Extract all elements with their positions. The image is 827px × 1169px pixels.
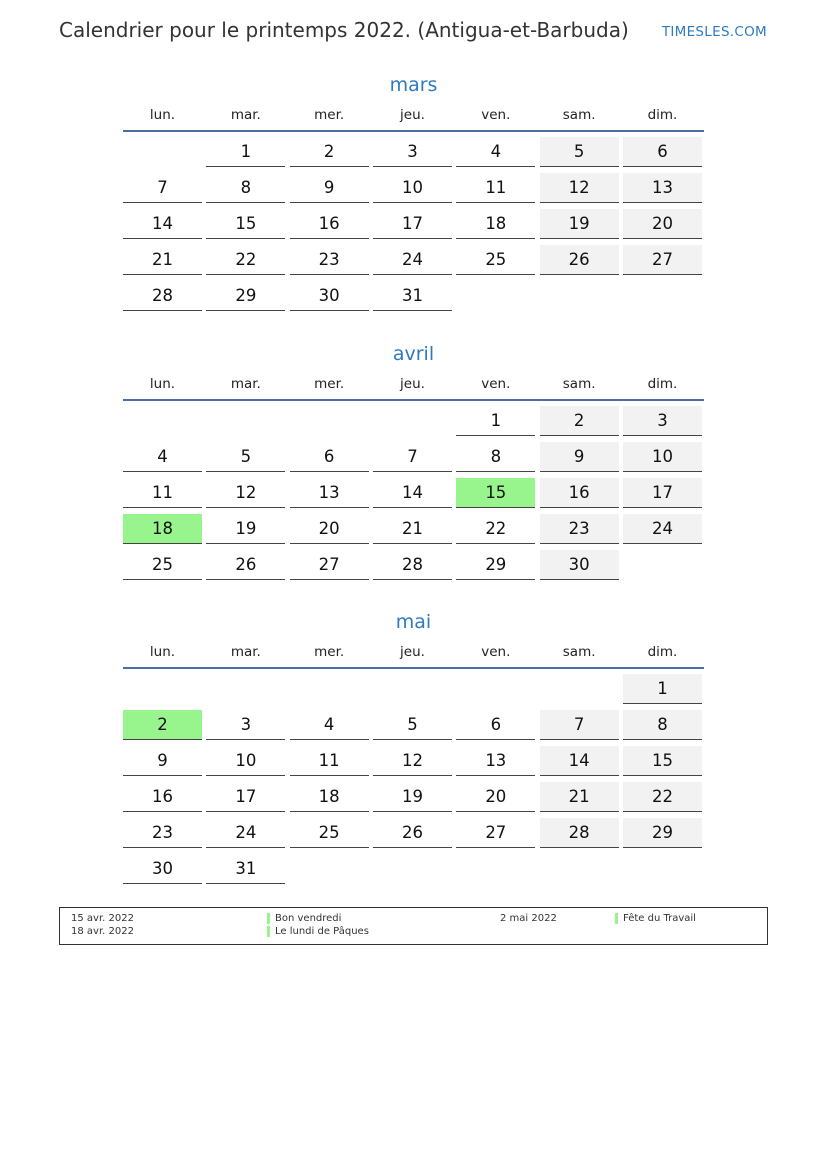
- month-name: mai: [395, 611, 432, 633]
- day-cell: 28: [540, 818, 619, 848]
- day-cell: 17: [206, 782, 285, 812]
- weekday-label: lun.: [149, 107, 176, 123]
- day-cell: 27: [290, 550, 369, 580]
- day-cell: 7: [540, 710, 619, 740]
- holiday-day-cell: 2: [123, 710, 202, 740]
- weekday-header: [123, 104, 704, 132]
- empty-day-cell: [540, 674, 619, 703]
- weekday-label: jeu.: [400, 107, 425, 123]
- weekday-label: dim.: [647, 376, 678, 392]
- weekday-label: lun.: [149, 644, 176, 660]
- month-calendar: [123, 339, 704, 580]
- day-cell: 29: [206, 281, 285, 311]
- empty-day-cell: [123, 674, 202, 703]
- brand-link[interactable]: TIMESLES.COM: [661, 24, 767, 40]
- day-cell: 15: [623, 746, 702, 776]
- day-cell: 7: [123, 173, 202, 203]
- legend-holiday-name: Le lundi de Pâques: [275, 926, 369, 937]
- weekday-label: jeu.: [400, 644, 425, 660]
- day-cell: 10: [373, 173, 452, 203]
- day-cell: 16: [123, 782, 202, 812]
- day-cell: 15: [206, 209, 285, 239]
- weekday-label: lun.: [149, 376, 176, 392]
- day-cell: 19: [540, 209, 619, 239]
- day-cell: 8: [206, 173, 285, 203]
- weekday-label: dim.: [647, 644, 678, 660]
- page-title: Calendrier pour le printemps 2022. (Antigua-et-Barbuda): [59, 18, 629, 42]
- day-cell: 5: [540, 137, 619, 167]
- day-cell: 1: [623, 674, 702, 704]
- day-cell: 24: [206, 818, 285, 848]
- month-calendar: [123, 607, 704, 884]
- day-cell: 12: [540, 173, 619, 203]
- day-cell: 19: [206, 514, 285, 544]
- day-cell: 10: [623, 442, 702, 472]
- month-name: mars: [389, 74, 438, 96]
- day-cell: 21: [123, 245, 202, 275]
- empty-day-cell: [206, 674, 285, 703]
- weekday-label: dim.: [647, 107, 678, 123]
- day-cell: 26: [373, 818, 452, 848]
- day-cell: 3: [623, 406, 702, 436]
- day-cell: 22: [456, 514, 535, 544]
- day-cell: 16: [290, 209, 369, 239]
- day-cell: 8: [456, 442, 535, 472]
- day-cell: 13: [456, 746, 535, 776]
- weekday-label: mar.: [230, 107, 261, 123]
- day-cell: 17: [623, 478, 702, 508]
- day-cell: 14: [123, 209, 202, 239]
- day-cell: 24: [373, 245, 452, 275]
- day-cell: 9: [540, 442, 619, 472]
- day-cell: 26: [540, 245, 619, 275]
- weekday-label: sam.: [562, 644, 596, 660]
- day-cell: 2: [290, 137, 369, 167]
- day-cell: 30: [290, 281, 369, 311]
- legend-holiday-name: Bon vendredi: [275, 913, 342, 924]
- day-cell: 22: [623, 782, 702, 812]
- days-grid: [123, 137, 704, 311]
- day-cell: 18: [456, 209, 535, 239]
- holiday-color-marker: [267, 913, 270, 924]
- day-cell: 16: [540, 478, 619, 508]
- weekday-label: mer.: [314, 107, 345, 123]
- weekday-label: ven.: [481, 107, 511, 123]
- weekday-header: [123, 373, 704, 401]
- day-cell: 5: [373, 710, 452, 740]
- day-cell: 4: [290, 710, 369, 740]
- day-cell: 11: [456, 173, 535, 203]
- empty-day-cell: [290, 406, 369, 435]
- day-cell: 28: [373, 550, 452, 580]
- day-cell: 3: [373, 137, 452, 167]
- empty-day-cell: [373, 406, 452, 435]
- day-cell: 13: [290, 478, 369, 508]
- day-cell: 11: [123, 478, 202, 508]
- day-cell: 1: [456, 406, 535, 436]
- day-cell: 2: [540, 406, 619, 436]
- day-cell: 14: [540, 746, 619, 776]
- holiday-legend: [59, 907, 768, 945]
- weekday-label: sam.: [562, 376, 596, 392]
- day-cell: 11: [290, 746, 369, 776]
- month-calendar: [123, 70, 704, 311]
- day-cell: 10: [206, 746, 285, 776]
- day-cell: 31: [206, 854, 285, 884]
- day-cell: 23: [540, 514, 619, 544]
- days-grid: [123, 674, 704, 884]
- day-cell: 4: [123, 442, 202, 472]
- weekday-label: mer.: [314, 644, 345, 660]
- day-cell: 9: [290, 173, 369, 203]
- day-cell: 20: [290, 514, 369, 544]
- day-cell: 14: [373, 478, 452, 508]
- day-cell: 12: [373, 746, 452, 776]
- day-cell: 22: [206, 245, 285, 275]
- day-cell: 30: [540, 550, 619, 580]
- empty-day-cell: [373, 674, 452, 703]
- day-cell: 6: [290, 442, 369, 472]
- month-name: avril: [392, 343, 435, 365]
- day-cell: 23: [123, 818, 202, 848]
- holiday-day-cell: 15: [456, 478, 535, 508]
- empty-day-cell: [290, 674, 369, 703]
- legend-holiday-name: Fête du Travail: [623, 913, 696, 924]
- day-cell: 7: [373, 442, 452, 472]
- day-cell: 6: [456, 710, 535, 740]
- holiday-day-cell: 18: [123, 514, 202, 544]
- day-cell: 5: [206, 442, 285, 472]
- day-cell: 1: [206, 137, 285, 167]
- weekday-label: mar.: [230, 376, 261, 392]
- weekday-label: sam.: [562, 107, 596, 123]
- weekday-label: mer.: [314, 376, 345, 392]
- day-cell: 30: [123, 854, 202, 884]
- day-cell: 13: [623, 173, 702, 203]
- legend-date: 18 avr. 2022: [71, 926, 134, 937]
- day-cell: 21: [373, 514, 452, 544]
- days-grid: [123, 406, 704, 580]
- weekday-label: mar.: [230, 644, 261, 660]
- weekday-label: ven.: [481, 376, 511, 392]
- day-cell: 25: [456, 245, 535, 275]
- day-cell: 17: [373, 209, 452, 239]
- day-cell: 20: [623, 209, 702, 239]
- empty-day-cell: [456, 674, 535, 703]
- day-cell: 6: [623, 137, 702, 167]
- day-cell: 8: [623, 710, 702, 740]
- day-cell: 21: [540, 782, 619, 812]
- day-cell: 18: [290, 782, 369, 812]
- day-cell: 29: [623, 818, 702, 848]
- weekday-label: ven.: [481, 644, 511, 660]
- legend-date: 2 mai 2022: [500, 913, 557, 924]
- day-cell: 27: [623, 245, 702, 275]
- day-cell: 12: [206, 478, 285, 508]
- holiday-color-marker: [615, 913, 618, 924]
- day-cell: 24: [623, 514, 702, 544]
- holiday-color-marker: [267, 926, 270, 937]
- day-cell: 29: [456, 550, 535, 580]
- day-cell: 31: [373, 281, 452, 311]
- day-cell: 23: [290, 245, 369, 275]
- weekday-header: [123, 641, 704, 669]
- day-cell: 19: [373, 782, 452, 812]
- legend-date: 15 avr. 2022: [71, 913, 134, 924]
- day-cell: 25: [290, 818, 369, 848]
- empty-day-cell: [206, 406, 285, 435]
- day-cell: 27: [456, 818, 535, 848]
- day-cell: 20: [456, 782, 535, 812]
- day-cell: 4: [456, 137, 535, 167]
- empty-day-cell: [123, 406, 202, 435]
- day-cell: 26: [206, 550, 285, 580]
- weekday-label: jeu.: [400, 376, 425, 392]
- day-cell: 25: [123, 550, 202, 580]
- day-cell: 28: [123, 281, 202, 311]
- day-cell: 9: [123, 746, 202, 776]
- empty-day-cell: [123, 137, 202, 166]
- day-cell: 3: [206, 710, 285, 740]
